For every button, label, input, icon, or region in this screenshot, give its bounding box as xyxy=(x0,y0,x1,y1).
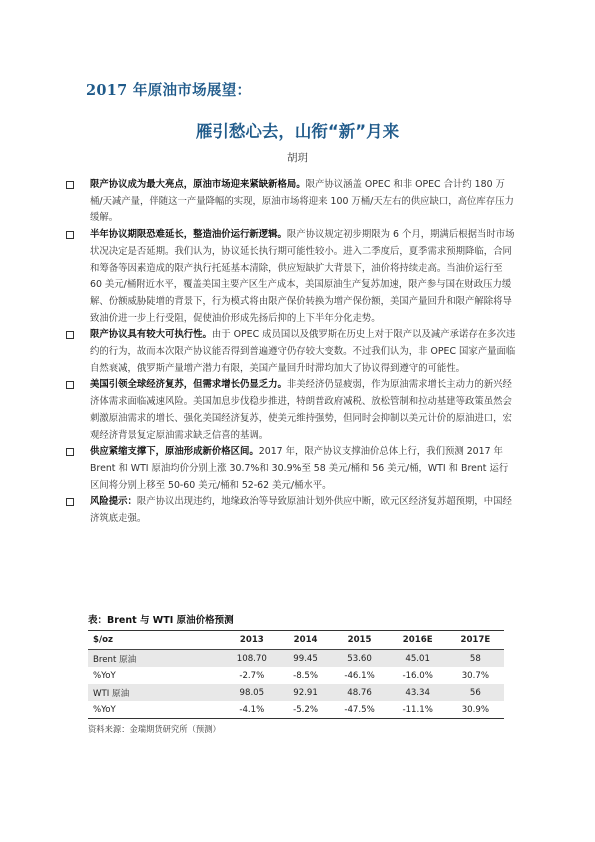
table-cell: 30.9% xyxy=(461,704,490,715)
table-cell: 98.05 xyxy=(223,684,281,701)
table-cell: -11.1% xyxy=(402,704,433,715)
table-cell: -8.5% xyxy=(293,670,319,681)
table-cell: 58 xyxy=(447,650,504,668)
bullet-lead: 半年协议期限恐难延长，整造油价运行新逻辑。 xyxy=(90,229,287,241)
table-cell: 108.70 xyxy=(223,650,281,668)
table-cell: 56 xyxy=(447,684,504,701)
author: 胡玥 xyxy=(287,152,308,164)
table-header-cell: 2017E xyxy=(460,635,491,645)
table-cell: 99.45 xyxy=(281,650,331,668)
table-cell: 92.91 xyxy=(281,684,331,701)
bullet-item xyxy=(66,227,516,327)
table-row xyxy=(88,684,504,701)
table-cell: -4.1% xyxy=(239,704,265,715)
bullet-lead: 限产协议具有较大可执行性。 xyxy=(90,329,212,341)
table-header-row xyxy=(88,631,504,650)
checkbox-icon xyxy=(66,381,74,389)
table-cell: 48.76 xyxy=(331,684,389,701)
table-cell: -5.2% xyxy=(293,704,319,715)
table-cell: 45.01 xyxy=(389,650,447,668)
bullet-item xyxy=(66,327,516,377)
bullet-lead: 供应紧缩支撑下，原油形成新价格区间。 xyxy=(90,446,259,458)
table-header-cell: 2014 xyxy=(293,635,318,645)
table-cell: -46.1% xyxy=(344,670,375,681)
bullet-item xyxy=(66,377,516,444)
bullet-lead: 风险提示： xyxy=(90,496,137,508)
section-title: 2017 年原油市场展望： xyxy=(86,82,252,99)
table-cell: WTI 原油 xyxy=(88,684,223,701)
table-header-cell: 2016E xyxy=(402,635,433,645)
bullet-item xyxy=(66,444,516,494)
table-header-cell: 2013 xyxy=(239,635,264,645)
price-forecast-table-section xyxy=(88,612,504,735)
table-cell: -16.0% xyxy=(402,670,433,681)
table-cell: -47.5% xyxy=(344,704,375,715)
checkbox-icon xyxy=(66,448,74,456)
bullet-body: 限产协议出现违约，地缘政治等导致原油计划外供应中断，欧元区经济复苏超预期，中国经济筑底走强。 xyxy=(90,496,512,525)
table-cell: %YoY xyxy=(93,704,116,715)
checkbox-icon xyxy=(66,181,74,189)
table-row xyxy=(88,650,504,668)
table-cell: Brent 原油 xyxy=(88,650,223,668)
bullet-list xyxy=(66,177,516,528)
table-cell: %YoY xyxy=(93,670,116,681)
table-cell: 53.60 xyxy=(331,650,389,668)
bullet-lead: 美国引领全球经济复苏，但需求增长仍显乏力。 xyxy=(90,379,287,391)
bullet-item xyxy=(66,494,516,527)
table-source-note: 资料来源：金瑞期货研究所（预测） xyxy=(88,724,221,734)
checkbox-icon xyxy=(66,331,74,339)
bullet-body: 非美经济仍显疲弱，作为原油需求增长主动力的新兴经济体需求面临减速风险。美国加息步伐稳步推进，特朗普政府减税、放松管制和拉动基建等政策虽然会刺激原油需求的增长、强化美国经济复苏，使美元维持强势，但同时会抑制以美元计价的原油进口，宏观经济背景复定原油需求缺乏信喜的基调。 xyxy=(90,379,512,441)
checkbox-icon xyxy=(66,231,74,239)
table-cell: 30.7% xyxy=(461,670,490,681)
bullet-body: 限产协议涵盖 OPEC 和非 OPEC 合计约 180 万桶/天减产量，伴随这一产量降幅的实现，原油市场将迎来 100 万桶/天左右的供应缺口，高位库存压力缓解。 xyxy=(90,179,514,224)
bullet-body: 限产协议规定初步期限为 6 个月，期满后根据当时市场状况决定是否延期。我们认为，协议延长执行期可能性较小。进入二季度后，夏季需求预期降临，合同和筹备等因素造成的限产执行托延基本清除，供应短缺扩大背景下，油价将持续走高。当油价运行至 60 美元/桶附近水平，覆盖美国主要产区生产成本，美国原油生产复苏加速，限产参与国在财政压力缓解、份额威胁陡增的背景下，行为模式将由限产保价转换为增产保份额，美国产量回升和限产解除将导致油价进一步上行受阻，促使油价形成先扬后抑的上下半年分化走势。 xyxy=(90,229,515,324)
bullet-lead: 限产协议成为最大亮点，原油市场迎来紧缺新格局。 xyxy=(90,179,306,190)
bullet-body: 2017 年，限产协议支撑油价总体上行，我们预测 2017 年 Brent 和 WTI 原油均价分别上涨 30.7%和 30.9%至 58 美元/桶和 56 美元/桶，WTI 和 Brent 运行区间将分别上移至 50-60 美元/桶和 52-62 美元/桶水平。 xyxy=(90,446,509,491)
bullet-item xyxy=(66,177,516,227)
price-forecast-table xyxy=(88,630,504,719)
table-row xyxy=(88,667,504,684)
table-cell: -2.7% xyxy=(239,670,265,681)
table-header-cell: 2015 xyxy=(347,635,372,645)
bullet-body: 由于 OPEC 成员国以及俄罗斯在历史上对于限产以及减产承诺存在多次违约的行为，故而本次限产协议能否得到普遍遵守仍存较大变数。不过我们认为，非 OPEC 国家产量面临自然衰减，俄罗斯产量增产潜力有限，美国产量回升时滞均加大了协议得到遵守的可能性。 xyxy=(90,329,516,374)
checkbox-icon xyxy=(66,498,74,506)
table-caption: 表：Brent 与 WTI 原油价格预测 xyxy=(88,615,234,626)
table-header-cell: $/oz xyxy=(93,635,114,645)
headline: 雁引愁心去，山衔“新”月来 xyxy=(195,122,400,141)
table-cell: 43.34 xyxy=(389,684,447,701)
table-row xyxy=(88,701,504,719)
